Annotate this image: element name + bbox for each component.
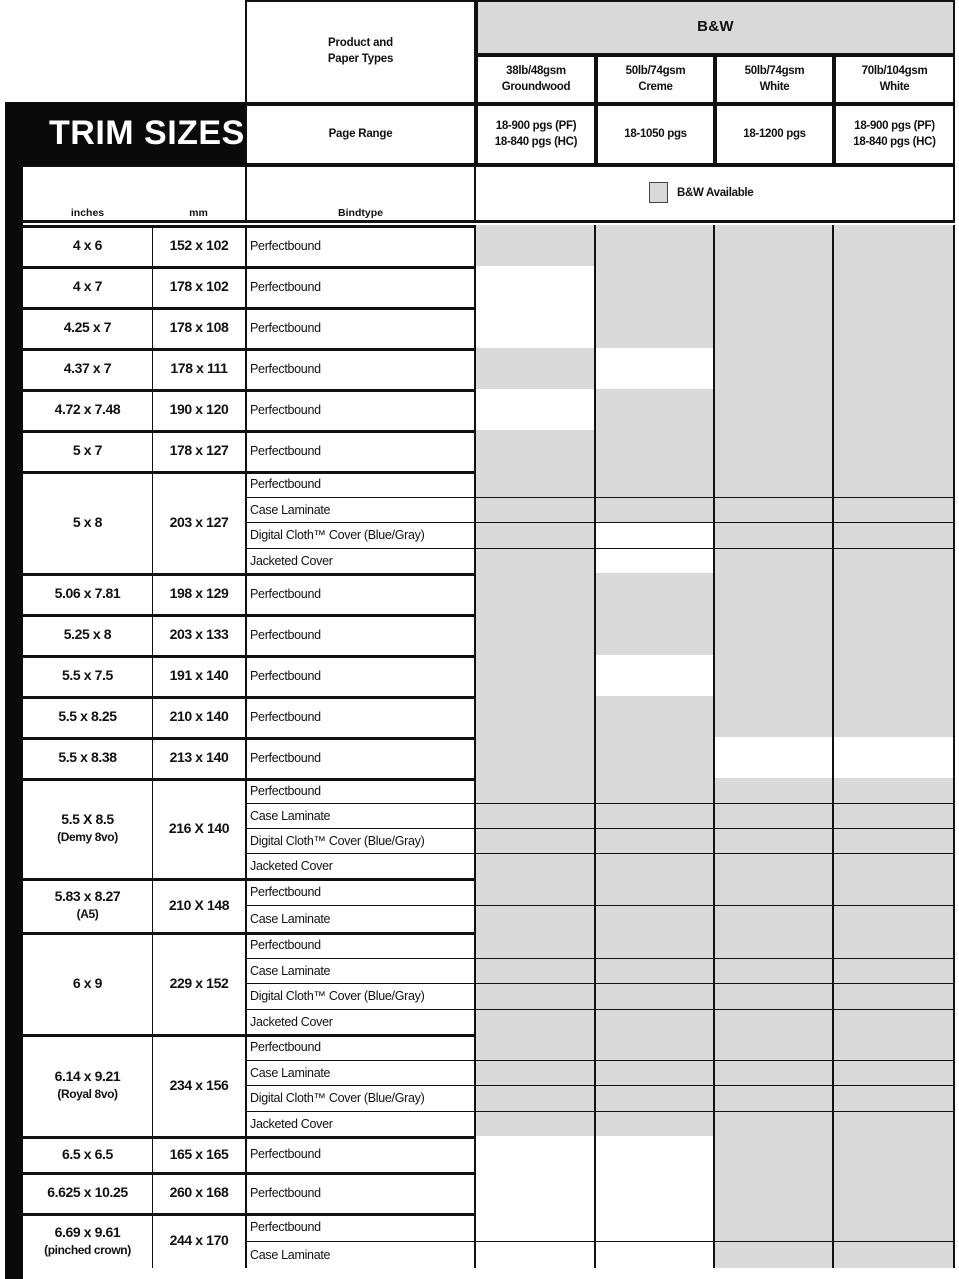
availability-cell-available — [715, 853, 834, 878]
trim-size-mm: 216 X 140 — [152, 778, 245, 878]
trim-inches-value: 5.5 x 8.25 — [58, 708, 117, 725]
availability-cell-available — [715, 1241, 834, 1269]
availability-cell-available — [715, 548, 834, 574]
availability-cell-available — [476, 958, 596, 984]
availability-cell-available — [476, 878, 596, 905]
availability-cell-available — [476, 1009, 596, 1035]
trim-size-inches — [23, 389, 152, 430]
trim-inches-value: 6.14 x 9.21 — [54, 1068, 121, 1085]
availability-cell-available — [596, 471, 715, 497]
availability-cell-available — [834, 389, 955, 430]
availability-cell-available — [476, 696, 596, 737]
bindtype-cell: Case Laminate — [245, 905, 476, 932]
bindtype-cell: Perfectbound — [245, 348, 476, 389]
availability-cell-available — [596, 853, 715, 878]
availability-cell-available — [476, 430, 596, 471]
bindtype-cell: Perfectbound — [245, 430, 476, 471]
trim-size-mm: 152 x 102 — [152, 225, 245, 266]
trim-inches-note: (Royal 8vo) — [57, 1087, 118, 1102]
availability-cell-unavailable — [476, 389, 596, 430]
page-range-value: 18-1050 pgs — [596, 104, 715, 165]
trim-size-inches — [23, 878, 152, 932]
availability-cell-available — [476, 497, 596, 523]
availability-cell-available — [476, 983, 596, 1009]
availability-cell-available — [715, 348, 834, 389]
availability-cell-available — [715, 655, 834, 696]
page-range-value: 18-900 pgs (PF) 18-840 pgs (HC) — [834, 104, 955, 165]
page-range-value: 18-900 pgs (PF) 18-840 pgs (HC) — [476, 104, 596, 165]
availability-cell-available — [715, 1111, 834, 1137]
availability-cell-available — [596, 1085, 715, 1111]
trim-size-inches — [23, 696, 152, 737]
availability-cell-available — [476, 737, 596, 778]
availability-cell-available — [596, 803, 715, 828]
trim-inches-value: 4.25 x 7 — [63, 319, 112, 336]
availability-cell-available — [834, 958, 955, 984]
availability-cell-available — [834, 1213, 955, 1241]
paper-type-header: 50lb/74gsm White — [715, 55, 834, 104]
availability-cell-unavailable — [596, 548, 715, 574]
availability-cell-available — [596, 1034, 715, 1060]
availability-cell-available — [715, 573, 834, 614]
trim-size-inches — [23, 471, 152, 573]
availability-cell-available — [596, 905, 715, 932]
availability-cell-available — [715, 1085, 834, 1111]
trim-inches-value: 5.5 X 8.5 — [61, 811, 114, 828]
availability-cell-available — [596, 983, 715, 1009]
trim-sizes-title: TRIM SIZES — [5, 102, 245, 165]
trim-inches-note: (pinched crown) — [44, 1242, 131, 1257]
availability-cell-available — [596, 497, 715, 523]
availability-cell-available — [834, 905, 955, 932]
availability-cell-available — [715, 696, 834, 737]
bindtype-cell: Perfectbound — [245, 389, 476, 430]
trim-inches-value: 6.69 x 9.61 — [54, 1223, 121, 1240]
availability-cell-available — [834, 307, 955, 348]
availability-cell-available — [596, 389, 715, 430]
availability-cell-available — [596, 778, 715, 803]
availability-cell-available — [834, 573, 955, 614]
trim-size-inches — [23, 1213, 152, 1268]
availability-cell-available — [596, 307, 715, 348]
bindtype-cell: Jacketed Cover — [245, 548, 476, 574]
bindtype-cell: Perfectbound — [245, 932, 476, 958]
availability-cell-available — [715, 471, 834, 497]
trim-size-inches — [23, 225, 152, 266]
availability-cell-available — [834, 1172, 955, 1213]
availability-cell-available — [596, 1060, 715, 1086]
availability-cell-available — [715, 1136, 834, 1172]
availability-cell-available — [834, 497, 955, 523]
trim-size-inches — [23, 655, 152, 696]
bindtype-cell: Digital Cloth™ Cover (Blue/Gray) — [245, 983, 476, 1009]
trim-inches-value: 5.25 x 8 — [63, 626, 112, 643]
bw-available-swatch — [649, 182, 668, 203]
trim-size-mm: 178 x 108 — [152, 307, 245, 348]
trim-inches-value: 4 x 6 — [72, 237, 103, 254]
trim-size-inches — [23, 614, 152, 655]
trim-size-mm: 190 x 120 — [152, 389, 245, 430]
availability-cell-available — [715, 266, 834, 307]
availability-cell-available — [476, 1060, 596, 1086]
availability-cell-unavailable — [596, 1213, 715, 1241]
left-banner — [5, 102, 23, 1279]
trim-size-mm: 191 x 140 — [152, 655, 245, 696]
availability-cell-available — [834, 522, 955, 548]
trim-inches-value: 5.5 x 8.38 — [58, 749, 117, 766]
trim-size-mm: 203 x 133 — [152, 614, 245, 655]
trim-inches-value: 6 x 9 — [72, 974, 103, 991]
availability-cell-available — [715, 225, 834, 266]
trim-size-mm: 229 x 152 — [152, 932, 245, 1034]
trim-inches-value: 6.625 x 10.25 — [47, 1184, 128, 1201]
availability-cell-available — [834, 778, 955, 803]
availability-cell-available — [596, 696, 715, 737]
trim-size-inches — [23, 1136, 152, 1172]
availability-cell-available — [596, 932, 715, 958]
availability-cell-unavailable — [476, 1241, 596, 1269]
bindtype-cell: Perfectbound — [245, 696, 476, 737]
availability-cell-available — [834, 983, 955, 1009]
trim-size-mm: 210 x 140 — [152, 696, 245, 737]
availability-cell-unavailable — [715, 737, 834, 778]
product-paper-types-label: Product and Paper Types — [245, 0, 476, 104]
availability-cell-available — [476, 905, 596, 932]
availability-cell-available — [834, 1009, 955, 1035]
availability-cell-available — [476, 522, 596, 548]
availability-cell-available — [834, 348, 955, 389]
availability-cell-unavailable — [596, 348, 715, 389]
trim-size-inches — [23, 932, 152, 1034]
bindtype-cell: Perfectbound — [245, 1136, 476, 1172]
trim-size-inches — [23, 307, 152, 348]
availability-cell-available — [834, 696, 955, 737]
bindtype-cell: Perfectbound — [245, 737, 476, 778]
availability-cell-available — [715, 878, 834, 905]
availability-cell-available — [476, 655, 596, 696]
bindtype-cell: Perfectbound — [245, 655, 476, 696]
availability-cell-available — [476, 225, 596, 266]
availability-cell-available — [596, 1111, 715, 1137]
availability-cell-available — [715, 828, 834, 853]
availability-cell-available — [476, 932, 596, 958]
trim-size-mm: 260 x 168 — [152, 1172, 245, 1213]
availability-cell-available — [476, 573, 596, 614]
bindtype-cell: Jacketed Cover — [245, 853, 476, 878]
bw-available-legend: B&W Available — [677, 186, 754, 199]
bindtype-cell: Case Laminate — [245, 497, 476, 523]
trim-size-mm: 210 X 148 — [152, 878, 245, 932]
availability-cell-available — [834, 1085, 955, 1111]
availability-cell-unavailable — [596, 1172, 715, 1213]
availability-cell-available — [476, 828, 596, 853]
trim-size-mm: 178 x 111 — [152, 348, 245, 389]
availability-cell-unavailable — [476, 1213, 596, 1241]
availability-cell-available — [834, 828, 955, 853]
trim-inches-note: (A5) — [76, 907, 99, 922]
availability-cell-available — [715, 497, 834, 523]
trim-inches-note: (Demy 8vo) — [57, 830, 118, 845]
bindtype-cell: Digital Cloth™ Cover (Blue/Gray) — [245, 828, 476, 853]
availability-cell-unavailable — [596, 1241, 715, 1269]
bindtype-cell: Perfectbound — [245, 1034, 476, 1060]
availability-cell-unavailable — [476, 307, 596, 348]
availability-cell-available — [715, 430, 834, 471]
availability-cell-available — [476, 471, 596, 497]
availability-cell-available — [476, 1111, 596, 1137]
availability-cell-available — [476, 1034, 596, 1060]
availability-cell-available — [596, 878, 715, 905]
availability-cell-available — [596, 828, 715, 853]
trim-size-inches — [23, 266, 152, 307]
availability-cell-available — [834, 853, 955, 878]
availability-cell-available — [715, 1213, 834, 1241]
availability-cell-available — [715, 307, 834, 348]
bindtype-cell: Jacketed Cover — [245, 1111, 476, 1137]
bindtype-cell: Perfectbound — [245, 1213, 476, 1241]
availability-cell-available — [715, 1009, 834, 1035]
availability-cell-available — [834, 655, 955, 696]
trim-inches-value: 5.5 x 7.5 — [62, 667, 113, 684]
availability-cell-available — [834, 266, 955, 307]
bindtype-cell: Perfectbound — [245, 778, 476, 803]
availability-cell-available — [596, 225, 715, 266]
bindtype-cell: Perfectbound — [245, 307, 476, 348]
trim-inches-value: 4 x 7 — [72, 278, 103, 295]
bindtype-cell: Digital Cloth™ Cover (Blue/Gray) — [245, 522, 476, 548]
bindtype-cell: Perfectbound — [245, 1172, 476, 1213]
page-range-label: Page Range — [245, 104, 476, 165]
availability-cell-available — [715, 932, 834, 958]
trim-size-inches — [23, 573, 152, 614]
trim-size-inches — [23, 430, 152, 471]
availability-cell-unavailable — [476, 1172, 596, 1213]
availability-cell-available — [476, 778, 596, 803]
trim-size-mm: 203 x 127 — [152, 471, 245, 573]
availability-cell-available — [476, 853, 596, 878]
availability-cell-unavailable — [596, 655, 715, 696]
trim-inches-value: 5.06 x 7.81 — [54, 585, 121, 602]
availability-cell-available — [596, 430, 715, 471]
availability-cell-available — [476, 614, 596, 655]
availability-cell-available — [715, 522, 834, 548]
mm-column-header: mm — [189, 206, 208, 219]
availability-cell-available — [715, 1034, 834, 1060]
bindtype-cell: Case Laminate — [245, 1241, 476, 1269]
trim-size-mm: 234 x 156 — [152, 1034, 245, 1136]
trim-size-inches — [23, 1172, 152, 1213]
availability-cell-available — [596, 614, 715, 655]
trim-inches-value: 4.37 x 7 — [63, 360, 112, 377]
paper-type-header: 38lb/48gsm Groundwood — [476, 55, 596, 104]
trim-size-mm: 213 x 140 — [152, 737, 245, 778]
availability-cell-available — [715, 1060, 834, 1086]
availability-cell-available — [715, 1172, 834, 1213]
availability-cell-available — [834, 1111, 955, 1137]
availability-cell-available — [596, 573, 715, 614]
bindtype-cell: Case Laminate — [245, 1060, 476, 1086]
bindtype-column-header: Bindtype — [245, 165, 476, 223]
trim-size-mm: 165 x 165 — [152, 1136, 245, 1172]
availability-cell-available — [476, 1085, 596, 1111]
availability-cell-available — [596, 737, 715, 778]
availability-cell-unavailable — [834, 737, 955, 778]
bindtype-cell: Perfectbound — [245, 471, 476, 497]
availability-cell-available — [596, 958, 715, 984]
availability-cell-available — [715, 389, 834, 430]
availability-cell-available — [834, 548, 955, 574]
bindtype-cell: Digital Cloth™ Cover (Blue/Gray) — [245, 1085, 476, 1111]
trim-size-inches — [23, 737, 152, 778]
trim-size-inches — [23, 778, 152, 878]
bw-header: B&W — [476, 0, 955, 55]
trim-size-mm: 178 x 102 — [152, 266, 245, 307]
availability-cell-unavailable — [476, 266, 596, 307]
availability-cell-available — [596, 1009, 715, 1035]
page-range-value: 18-1200 pgs — [715, 104, 834, 165]
bindtype-cell: Perfectbound — [245, 266, 476, 307]
availability-cell-available — [834, 878, 955, 905]
bindtype-cell: Case Laminate — [245, 958, 476, 984]
inches-column-header: inches — [70, 206, 105, 219]
availability-cell-available — [715, 983, 834, 1009]
trim-size-mm: 178 x 127 — [152, 430, 245, 471]
availability-cell-available — [596, 266, 715, 307]
availability-cell-available — [715, 778, 834, 803]
availability-cell-available — [715, 958, 834, 984]
trim-inches-value: 5 x 7 — [72, 442, 103, 459]
availability-cell-unavailable — [596, 1136, 715, 1172]
bindtype-cell: Perfectbound — [245, 878, 476, 905]
availability-cell-available — [834, 932, 955, 958]
trim-size-inches — [23, 348, 152, 389]
bindtype-cell: Perfectbound — [245, 614, 476, 655]
trim-size-mm: 198 x 129 — [152, 573, 245, 614]
availability-cell-available — [715, 614, 834, 655]
availability-cell-available — [476, 803, 596, 828]
availability-cell-available — [834, 1241, 955, 1269]
availability-cell-available — [834, 1136, 955, 1172]
availability-cell-available — [715, 803, 834, 828]
availability-cell-available — [834, 803, 955, 828]
availability-cell-available — [834, 471, 955, 497]
availability-cell-available — [834, 1060, 955, 1086]
bindtype-cell: Perfectbound — [245, 573, 476, 614]
availability-cell-available — [834, 1034, 955, 1060]
availability-cell-unavailable — [596, 522, 715, 548]
trim-inches-value: 4.72 x 7.48 — [54, 401, 121, 418]
availability-cell-available — [834, 430, 955, 471]
trim-size-inches — [23, 1034, 152, 1136]
bindtype-cell: Perfectbound — [245, 225, 476, 266]
availability-cell-available — [476, 348, 596, 389]
trim-size-mm: 244 x 170 — [152, 1213, 245, 1268]
availability-cell-available — [476, 548, 596, 574]
availability-cell-available — [715, 905, 834, 932]
trim-inches-value: 5.83 x 8.27 — [54, 888, 121, 905]
availability-cell-available — [834, 614, 955, 655]
trim-inches-value: 6.5 x 6.5 — [62, 1145, 113, 1162]
availability-cell-available — [834, 225, 955, 266]
bindtype-cell: Jacketed Cover — [245, 1009, 476, 1035]
bindtype-cell: Case Laminate — [245, 803, 476, 828]
paper-type-header: 70lb/104gsm White — [834, 55, 955, 104]
trim-inches-value: 5 x 8 — [72, 513, 103, 530]
paper-type-header: 50lb/74gsm Creme — [596, 55, 715, 104]
availability-cell-unavailable — [476, 1136, 596, 1172]
